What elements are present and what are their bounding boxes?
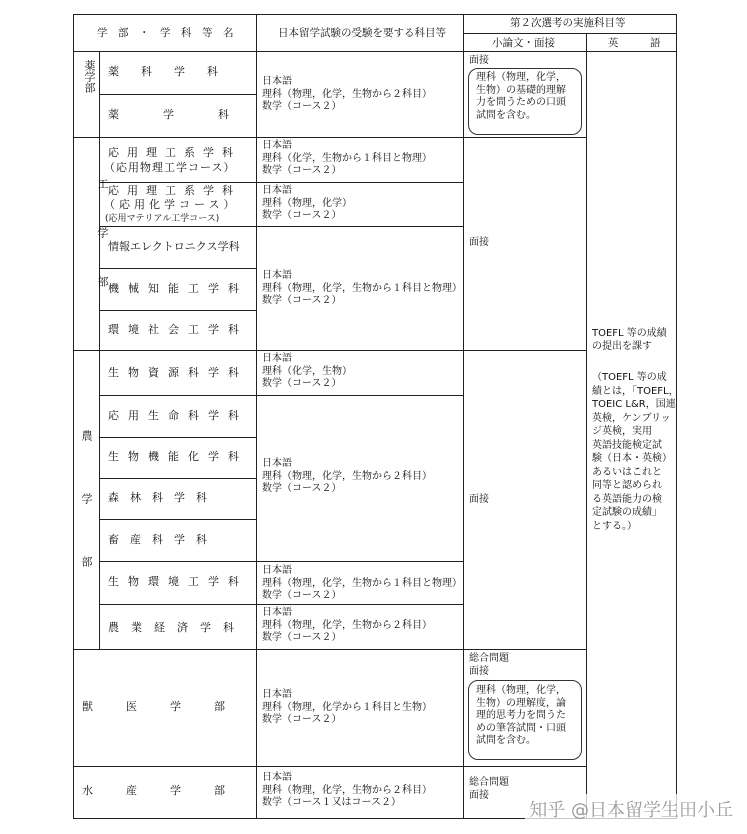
subjects-seibutsu-shigen: 日本語 理科（化学，生物） 数学（コース２） [262,353,352,389]
row-line [99,561,463,562]
header-english: 英 語 [608,37,661,49]
juigaku-general-exam: 総合問題 [469,653,509,664]
row-line [99,437,256,438]
dept-nogyo-keizai: 農業経済学科 [108,621,246,634]
header-subjects: 日本留学試験の受験を要する科目等 [278,27,446,39]
subjects-juigaku: 日本語 理科（物理，化学から１科目と生物） 数学（コース２） [262,689,432,725]
header-dept-name: 学 部 ・ 学 科 等 名 [97,27,234,39]
interview-yaku-label: 面接 [469,55,489,66]
english-requirement: TOEFL 等の成績 の提出を課す [592,328,667,352]
dept-oyo-butsuri: （応用物理工学コース） [104,161,236,174]
dept-seibutsu-kankyo: 生物環境工学科 [108,575,248,588]
row-line [99,519,256,520]
subjects-ko-others: 日本語 理科（物理，化学，生物から１科目と物理） 数学（コース２） [262,270,462,306]
row-line [73,649,586,650]
dept-yakka [108,66,248,79]
subjects-oyo-butsuri: 日本語 理科（化学，生物から１科目と物理） 数学（コース２） [262,140,432,176]
dept-oyo-riko-2: 応用理工系学科 [108,184,241,197]
subjects-nogyo-keizai: 日本語 理科（物理，化学，生物から２科目） 数学（コース２） [262,607,432,643]
dept-column-line [256,14,257,819]
subjects-yaku: 日本語 理科（物理，化学，生物から２科目） 数学（コース２） [262,76,432,112]
row-line [99,478,256,479]
subjects-oyo-kagaku: 日本語 理科（物理，化学） 数学（コース２） [262,185,352,221]
dept-seibutsu-kino: 生物機能化学科 [108,450,248,463]
header-subrow-line [463,33,676,34]
faculty-juigaku: 獣 医 学 部 [82,700,225,713]
interview-ko-label: 面接 [469,237,489,248]
row-line [99,395,463,396]
faculty-label-text: 農学部 [80,430,93,619]
row-line [73,766,586,767]
dept-oyo-material: (応用マテリアル工学コース) [105,214,220,224]
header-essay-interview: 小論文・面接 [492,37,555,49]
english-column-line [586,33,587,819]
dept-oyo-seimei: 応用生命科学科 [108,409,248,422]
row-line [73,350,586,351]
dept-yakugaku: 薬 学 科 [108,108,229,121]
suisan-interview: 面接 [469,790,489,801]
dept-kankyo: 環境社会工学科 [108,323,248,336]
dept-text: 薬 科 学 科 [108,65,218,78]
faculty-label-no [77,430,95,622]
zhihu-watermark: 知乎 @日本留学生田小丘 [525,794,737,824]
dept-oyo-riko-1: 応用理工系学科 [108,146,241,159]
faculty-label-ko [77,178,109,347]
dept-seibutsu-shigen: 生物資源科学科 [108,366,248,379]
table-border-left [73,14,74,819]
english-definition: （TOEFL 等の成 績とは，「TOEFL， TOEIC L&R，国連 英検，ケンブリッ ジ英検，実用 英語技能検定試 験（日本・英検） あるいはこれと 同等と認められ る英語能力の検 定試験の成績」 とする。） [592,372,679,532]
dept-shinrin: 森 林 科 学 科 [108,491,207,504]
interview-no-label: 面接 [469,494,489,505]
subjects-no-group: 日本語 理科（物理，化学，生物から２科目） 数学（コース２） [262,458,432,494]
faculty-suisan: 水 産 学 部 [82,784,225,797]
faculty-label-text: 薬学部 [83,60,96,93]
subjects-seibutsu-kankyo: 日本語 理科（物理，化学，生物から１科目と物理） 数学（コース２） [262,565,462,601]
row-line [99,182,463,183]
dept-kikai: 機械知能工学科 [108,282,248,295]
table-border-top [73,14,676,15]
faculty-label-yaku [77,60,95,102]
subject-column-line [463,14,464,819]
row-line [99,226,463,227]
faculty-label-text: 工学部 [96,178,109,325]
dept-joho: 情報エレクトロニクス学科 [108,240,240,253]
dept-chikusan: 畜 産 科 学 科 [108,533,207,546]
juigaku-interview: 面接 [469,666,489,677]
row-line [73,137,586,138]
subjects-suisan: 日本語 理科（物理，化学，生物から２科目） 数学（コース１又はコース２） [262,772,432,808]
row-line [99,604,463,605]
row-line [99,94,256,95]
header-second-stage: 第２次選考の実施科目等 [510,17,626,29]
interview-yaku-note: 理科（物理，化学， 生物）の基礎的理解 力を問うための口頭 試問を含む。 [476,72,566,121]
faculty-column-line [99,350,100,649]
juigaku-note: 理科（物理，化学， 生物）の理解度，論 理的思考力を問うた めの筆答試問・口頭 試問を含む。 [476,685,566,746]
dept-oyo-kagaku: （応用化学コース） [104,198,239,211]
suisan-general-exam: 総合問題 [469,777,509,788]
